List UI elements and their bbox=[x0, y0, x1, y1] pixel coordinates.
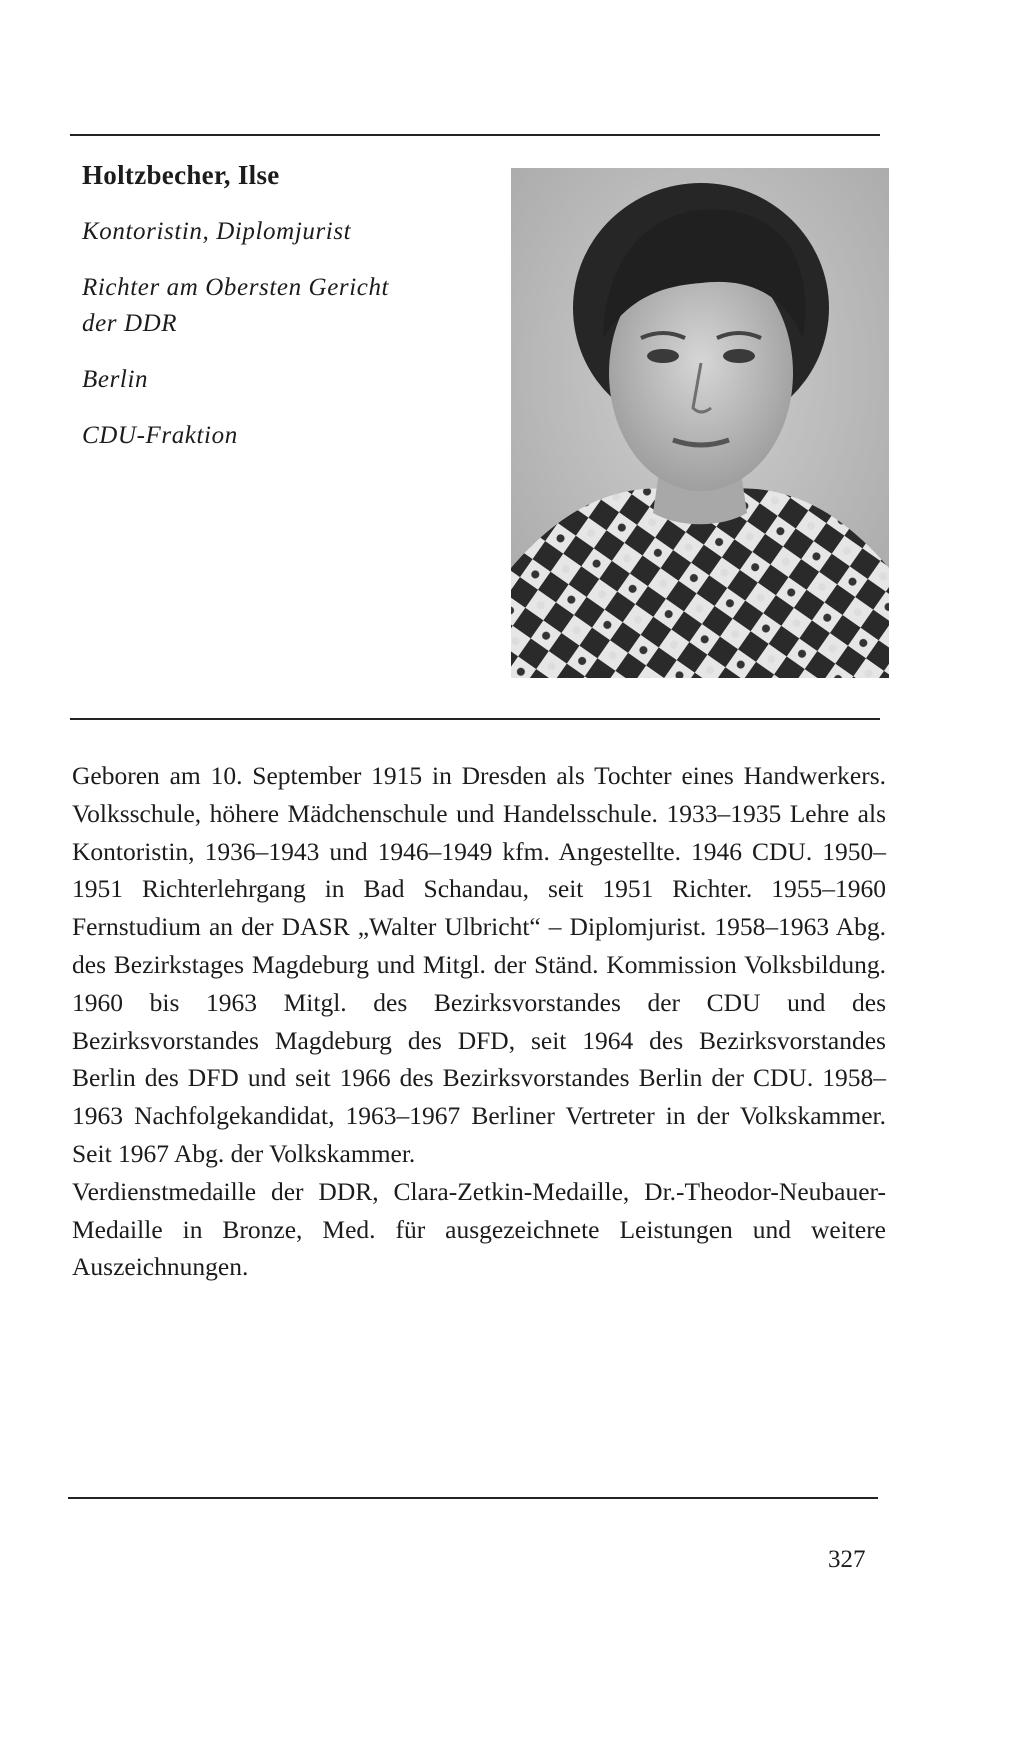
biography bbox=[72, 757, 886, 1286]
page-number: 327 bbox=[828, 1546, 866, 1573]
portrait-photo bbox=[511, 168, 889, 678]
city: Berlin bbox=[82, 366, 149, 393]
position-line-2: der DDR bbox=[82, 310, 178, 337]
portrait-image bbox=[511, 168, 889, 678]
mid-divider bbox=[70, 718, 880, 720]
position bbox=[82, 270, 502, 342]
top-divider bbox=[70, 134, 880, 136]
faction: CDU-Fraktion bbox=[82, 422, 238, 449]
entry-header bbox=[82, 158, 502, 474]
position-line-1: Richter am Obersten Gericht bbox=[82, 274, 390, 301]
person-name: Holtzbecher, Ilse bbox=[82, 160, 280, 190]
biography-paragraph-2: Verdienstmedaille der DDR, Clara-Zetkin-Medaille, Dr.-Theodor-Neubauer-Medaille in Bronze, Med. für ausgezeichnete Leistungen und weitere Auszeichnungen. bbox=[72, 1176, 886, 1282]
occupation: Kontoristin, Diplomjurist bbox=[82, 218, 352, 245]
bottom-divider bbox=[68, 1497, 878, 1499]
biography-paragraph-1: Geboren am 10. September 1915 in Dresden als Tochter eines Handwerkers. Volksschule, höhere Mädchenschule und Handelsschule. 1933–1935 Lehre als Kontoristin, 1936–1943 und 1946–1949 kfm. Angestellte. 1946 CDU. 1950–1951 Richterlehrgang in Bad Schandau, seit 1951 Richter. 1955–1960 Fernstudium an der DASR „Walter Ulbricht“ – Diplomjurist. 1958–1963 Abg. des Bezirkstages Magdeburg und Mitgl. der Ständ. Kommission Volksbildung. 1960 bis 1963 Mitgl. des Bezirksvorstandes der CDU und des Bezirksvorstandes Magdeburg des DFD, seit 1964 des Bezirksvorstandes Berlin des DFD und seit 1966 des Bezirksvorstandes Berlin der CDU. 1958–1963 Nachfolgekandidat, 1963–1967 Berliner Vertreter in der Volkskammer. Seit 1967 Abg. der Volkskammer. bbox=[72, 761, 886, 1168]
